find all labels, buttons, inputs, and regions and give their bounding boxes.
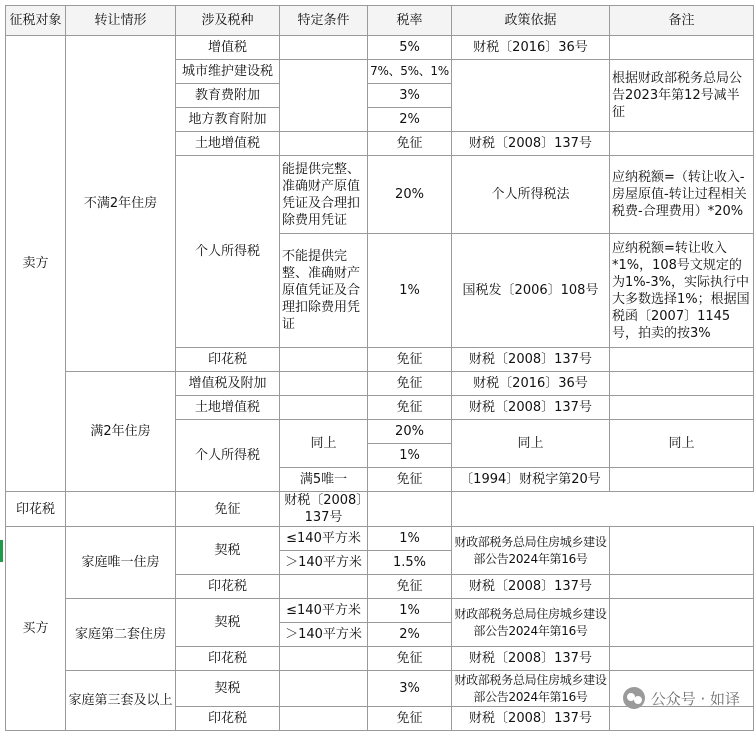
remark-cell [610, 468, 754, 492]
scenario-over-2-years: 满2年住房 [66, 372, 176, 492]
header-remarks: 备注 [610, 6, 754, 36]
rate-cell: 3% [368, 84, 452, 108]
surtax-halving-note: 根据财政部税务总局公告2023年第12号减半征 [610, 60, 754, 132]
tax-type-cell: 印花税 [176, 575, 280, 599]
tax-type-cell: 印花税 [176, 348, 280, 372]
tax-type-cell: 印花税 [176, 647, 280, 671]
basis-cell: 个人所得税法 [452, 156, 610, 234]
rate-cell: 免征 [368, 707, 452, 731]
basis-cell: 〔1994〕财税字第20号 [452, 468, 610, 492]
rate-cell: 免征 [176, 492, 280, 527]
basis-cell: 财税〔2008〕137号 [452, 707, 610, 731]
header-policy-basis: 政策依据 [452, 6, 610, 36]
condition-cell: 满5唯一 [280, 468, 368, 492]
scenario-second-home: 家庭第二套住房 [66, 599, 176, 671]
rate-cell: 免征 [368, 647, 452, 671]
remark-cell: 应纳税额=（转让收入-房屋原值-转让过程相关税费-合理费用）*20% [610, 156, 754, 234]
rate-cell: 1% [368, 444, 452, 468]
header-tax-rate: 税率 [368, 6, 452, 36]
tax-type-cell: 土地增值税 [176, 132, 280, 156]
header-tax-object: 征税对象 [6, 6, 66, 36]
remark-cell [368, 492, 452, 527]
table-row [6, 527, 754, 551]
condition-cell [280, 707, 368, 731]
basis-cell: 财税〔2008〕137号 [452, 575, 610, 599]
housing-transfer-tax-table [5, 5, 754, 731]
condition-cell [280, 132, 368, 156]
condition-cell: 能提供完整、准确财产原值凭证及合理扣除费用凭证 [280, 156, 368, 234]
rate-cell: 1% [368, 234, 452, 348]
rate-cell: 1% [368, 599, 452, 623]
rate-cell: 20% [368, 420, 452, 444]
condition-cell: ＞140平方米 [280, 551, 368, 575]
buyer-label: 买方 [6, 527, 66, 731]
table-row [6, 372, 754, 396]
remark-cell [610, 132, 754, 156]
tax-type-cell: 土地增值税 [176, 396, 280, 420]
basis-cell: 财税〔2016〕36号 [452, 372, 610, 396]
tax-type-cell: 契税 [176, 671, 280, 707]
row-selection-marker [0, 540, 3, 562]
basis-cell: 财税〔2008〕137号 [452, 647, 610, 671]
basis-cell: 国税发〔2006〕108号 [452, 234, 610, 348]
tax-type-cell: 个人所得税 [176, 420, 280, 492]
basis-cell: 财税〔2008〕137号 [452, 348, 610, 372]
rate-cell: 免征 [368, 132, 452, 156]
scenario-third-home: 家庭第三套及以上 [66, 671, 176, 731]
remark-cell [610, 396, 754, 420]
wechat-icon [623, 687, 645, 709]
tax-type-cell: 契税 [176, 599, 280, 647]
condition-cell [280, 647, 368, 671]
condition-cell: 不能提供完整、准确财产原值凭证及合理扣除费用凭证 [280, 234, 368, 348]
tax-type-cell: 增值税 [176, 36, 280, 60]
condition-cell [280, 575, 368, 599]
basis-cell: 财税〔2008〕137号 [452, 132, 610, 156]
rate-cell: 免征 [368, 396, 452, 420]
remark-cell [610, 527, 754, 575]
tax-type-cell: 契税 [176, 527, 280, 575]
remark-cell [610, 372, 754, 396]
condition-cell: ≤140平方米 [280, 599, 368, 623]
remark-cell [610, 647, 754, 671]
condition-cell: ＞140平方米 [280, 623, 368, 647]
tax-type-cell: 教育费附加 [176, 84, 280, 108]
basis-cell: 财税〔2008〕137号 [452, 396, 610, 420]
header-tax-type: 涉及税种 [176, 6, 280, 36]
rate-cell: 免征 [368, 372, 452, 396]
condition-cell [280, 372, 368, 396]
tax-type-cell: 城市维护建设税 [176, 60, 280, 84]
condition-cell [280, 671, 368, 707]
header-transfer-scenario: 转让情形 [66, 6, 176, 36]
condition-cell: ≤140平方米 [280, 527, 368, 551]
tax-type-cell: 印花税 [176, 707, 280, 731]
remark-cell [610, 707, 754, 731]
watermark-text: 公众号 · 如译 [650, 689, 740, 708]
rate-cell: 5% [368, 36, 452, 60]
rate-cell: 免征 [368, 348, 452, 372]
tax-type-cell: 个人所得税 [176, 156, 280, 348]
rate-cell: 2% [368, 108, 452, 132]
table-row [6, 36, 754, 60]
table-row [6, 492, 754, 527]
scenario-first-home: 家庭唯一住房 [66, 527, 176, 599]
tax-type-cell: 地方教育附加 [176, 108, 280, 132]
rate-cell: 2% [368, 623, 452, 647]
rate-cell: 3% [368, 671, 452, 707]
remark-cell: 同上 [610, 420, 754, 468]
condition-cell [280, 36, 368, 60]
header-condition: 特定条件 [280, 6, 368, 36]
remark-cell [610, 575, 754, 599]
header-row [6, 6, 754, 36]
basis-cell: 财政部税务总局住房城乡建设部公告2024年第16号 [452, 671, 610, 707]
tax-type-cell: 增值税及附加 [176, 372, 280, 396]
rate-cell: 免征 [368, 575, 452, 599]
remark-cell [610, 36, 754, 60]
seller-label: 卖方 [6, 36, 66, 492]
basis-cell [452, 60, 610, 132]
remark-cell [610, 599, 754, 647]
remark-cell: 应纳税额=转让收入*1%，108号文规定的为1%-3%，实际执行中大多数选择1%；根据国税函〔2007〕1145号，拍卖的按3% [610, 234, 754, 348]
rate-cell: 20% [368, 156, 452, 234]
rate-cell: 免征 [368, 468, 452, 492]
condition-cell [280, 60, 368, 132]
rate-cell: 1% [368, 527, 452, 551]
basis-cell: 同上 [452, 420, 610, 468]
table-row [6, 599, 754, 623]
basis-cell: 财政部税务总局住房城乡建设部公告2024年第16号 [452, 527, 610, 575]
remark-cell [610, 348, 754, 372]
condition-cell [280, 396, 368, 420]
rate-cell: 1.5% [368, 551, 452, 575]
basis-cell: 财税〔2008〕137号 [280, 492, 368, 527]
tax-type-cell: 印花税 [6, 492, 66, 527]
basis-cell: 财税〔2016〕36号 [452, 36, 610, 60]
condition-cell [280, 348, 368, 372]
condition-cell: 同上 [280, 420, 368, 468]
watermark [623, 687, 740, 709]
scenario-under-2-years: 不满2年住房 [66, 36, 176, 372]
condition-cell [66, 492, 176, 527]
rate-cell: 7%、5%、1% [368, 60, 452, 84]
basis-cell: 财政部税务总局住房城乡建设部公告2024年第16号 [452, 599, 610, 647]
